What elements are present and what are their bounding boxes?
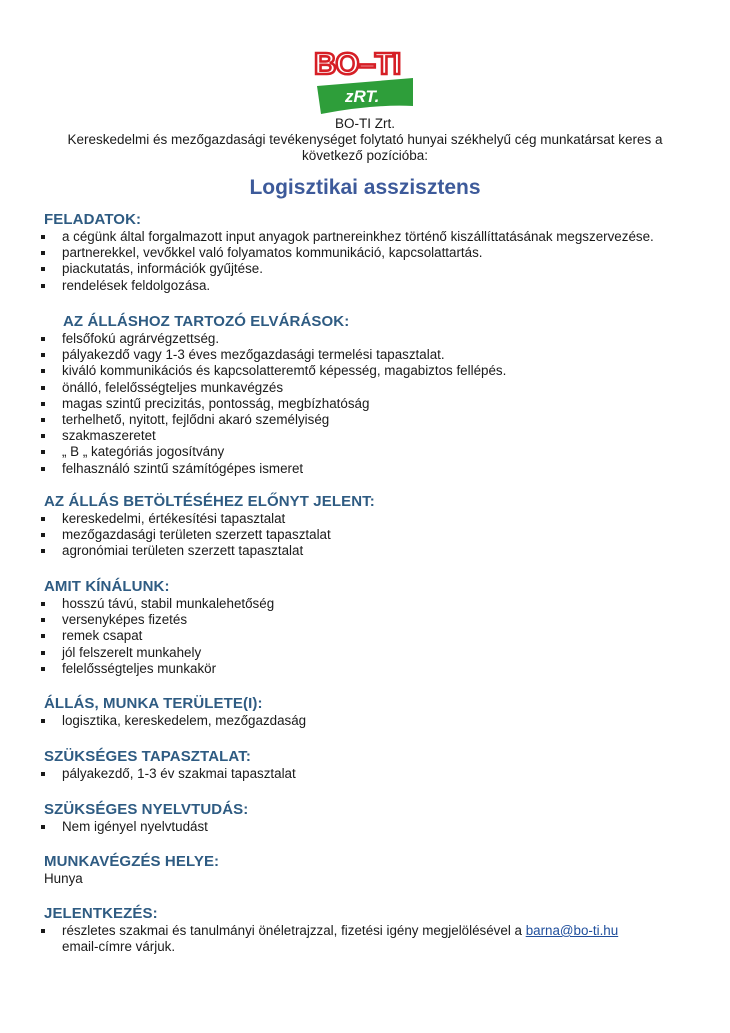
section-elvarasok — [44, 313, 704, 477]
section-heading: AZ ÁLLÁS BETÖLTÉSÉHEZ ELŐNYT JELENT: — [44, 493, 375, 510]
list-item — [44, 444, 704, 460]
bullet-icon — [41, 386, 45, 390]
list-item-text: pályakezdő vagy 1-3 éves mezőgazdasági termelési tapasztalat. — [62, 347, 445, 363]
bullet-icon — [41, 517, 45, 521]
list-item-text: remek csapat — [62, 628, 143, 644]
section-heading: SZÜKSÉGES TAPASZTALAT: — [44, 748, 251, 765]
section-heading: JELENTKEZÉS: — [44, 905, 158, 922]
list-item — [44, 428, 704, 444]
list-item-text: a cégünk által forgalmazott input anyagok partnereinkhez történő kiszállíttatásának megszervezése. — [62, 229, 654, 244]
section-heading: ÁLLÁS, MUNKA TERÜLETE(I): — [44, 695, 263, 712]
list-item-text: rendelések feldolgozása. — [62, 277, 211, 293]
section-jelentkezes — [44, 905, 704, 955]
list-item-text: Nem igényel nyelvtudást — [62, 819, 208, 834]
bullet-icon — [41, 533, 45, 537]
jelentkezes-list — [44, 923, 704, 955]
section-helye — [44, 853, 704, 887]
list-item-text: kereskedelmi, értékesítési tapasztalat — [62, 511, 286, 526]
list-item — [44, 245, 704, 261]
bullet-icon — [41, 251, 45, 255]
bullet-icon — [41, 667, 45, 671]
section-feladatok — [44, 211, 704, 294]
list-item — [44, 596, 704, 612]
company-logo — [313, 42, 415, 116]
list-item — [44, 380, 704, 396]
work-location: Hunya — [44, 871, 83, 886]
list-item-text: hosszú távú, stabil munkalehetőség — [62, 596, 275, 611]
section-terulet — [44, 695, 704, 729]
list-item — [44, 229, 704, 245]
list-item-text: logisztika, kereskedelem, mezőgazdaság — [62, 713, 307, 728]
bullet-icon — [41, 634, 45, 638]
bullet-icon — [41, 235, 45, 239]
list-item-text: piackutatás, információk gyűjtése. — [62, 261, 263, 277]
list-item — [44, 347, 704, 363]
list-item — [44, 331, 704, 347]
kinalunk-list — [44, 596, 704, 677]
list-item — [44, 612, 704, 628]
list-item-text: magas szintű precizitás, pontosság, megbízhatóság — [62, 395, 370, 411]
list-item-text: partnerekkel, vevőkkel való folyamatos kommunikáció, kapcsolattartás. — [62, 245, 483, 261]
logo-top-text: BO–TI — [314, 46, 401, 81]
list-item — [44, 923, 704, 955]
section-heading: FELADATOK: — [44, 211, 142, 228]
list-item-text: önálló, felelősségteljes munkavégzés — [62, 379, 284, 395]
tapasztalat-list — [44, 766, 704, 782]
list-item — [44, 527, 704, 543]
bullet-icon — [41, 284, 45, 288]
terulet-list — [44, 713, 704, 729]
list-item-text: felsőfokú agrárvégzettség. — [62, 331, 220, 346]
bullet-icon — [41, 602, 45, 606]
list-item — [44, 511, 704, 527]
bullet-icon — [41, 450, 45, 454]
bullet-icon — [41, 719, 45, 723]
list-item-text: pályakezdő, 1-3 év szakmai tapasztalat — [62, 766, 296, 781]
company-name: BO-TI Zrt. — [335, 116, 395, 131]
list-item — [44, 543, 704, 559]
list-item — [44, 628, 704, 644]
intro-text: Kereskedelmi és mezőgazdasági tevékenységet folytató hunyai székhelyű cég munkatársat keres a következő pozícióba: — [67, 132, 663, 163]
list-item-text: felhasználó szintű számítógépes ismeret — [62, 460, 304, 476]
bullet-icon — [41, 337, 45, 341]
logo-bottom-text: zRT. — [345, 87, 380, 106]
bullet-icon — [41, 772, 45, 776]
list-item-text: terhelhető, nyitott, fejlődni akaró személyiség — [62, 412, 330, 428]
section-heading: AMIT KÍNÁLUNK: — [44, 578, 170, 595]
bullet-icon — [41, 549, 45, 553]
bullet-icon — [41, 418, 45, 422]
section-heading: AZ ÁLLÁSHOZ TARTOZÓ ELVÁRÁSOK: — [63, 313, 350, 330]
job-title: Logisztikai asszisztens — [249, 176, 481, 199]
section-kinalunk — [44, 578, 704, 677]
list-item-text: „ B „ kategóriás jogosítvány — [62, 444, 225, 460]
feladatok-list — [44, 229, 704, 294]
list-item-text: szakmaszeretet — [62, 428, 156, 444]
section-heading: SZÜKSÉGES NYELVTUDÁS: — [44, 801, 249, 818]
elvarasok-list — [44, 331, 704, 477]
bullet-icon — [41, 402, 45, 406]
list-item — [44, 396, 704, 412]
bullet-icon — [41, 467, 45, 471]
list-item-text: jól felszerelt munkahely — [62, 644, 202, 660]
list-item — [44, 278, 704, 294]
section-tapasztalat — [44, 748, 704, 782]
bullet-icon — [41, 618, 45, 622]
application-text-end: email-címre várjuk. — [62, 939, 176, 955]
list-item — [44, 363, 704, 379]
bullet-icon — [41, 929, 45, 933]
bullet-icon — [41, 825, 45, 829]
list-item-text: versenyképes fizetés — [62, 612, 188, 628]
nyelvtudas-list — [44, 819, 704, 835]
application-text: részletes szakmai és tanulmányi önéletrajzzal, fizetési igény megjelölésével a — [62, 923, 526, 938]
list-item — [44, 819, 704, 835]
email-link[interactable]: barna@bo-ti.hu — [525, 923, 619, 938]
elony-list — [44, 511, 704, 560]
list-item-text: mezőgazdasági területen szerzett tapasztalat — [62, 527, 331, 543]
bullet-icon — [41, 353, 45, 357]
list-item — [44, 261, 704, 277]
list-item-text: agronómiai területen szerzett tapasztalat — [62, 543, 304, 559]
bullet-icon — [41, 369, 45, 373]
list-item — [44, 645, 704, 661]
list-item-text: felelősségteljes munkakör — [62, 660, 217, 676]
section-elony — [44, 493, 704, 560]
list-item — [44, 766, 704, 782]
bullet-icon — [41, 267, 45, 271]
section-heading: MUNKAVÉGZÉS HELYE: — [44, 853, 220, 870]
bullet-icon — [41, 434, 45, 438]
list-item-text: kiváló kommunikációs és kapcsolatteremtő képesség, magabiztos fellépés. — [62, 363, 507, 379]
bullet-icon — [41, 651, 45, 655]
list-item — [44, 461, 704, 477]
list-item — [44, 713, 704, 729]
section-nyelvtudas — [44, 801, 704, 835]
list-item — [44, 412, 704, 428]
list-item — [44, 661, 704, 677]
